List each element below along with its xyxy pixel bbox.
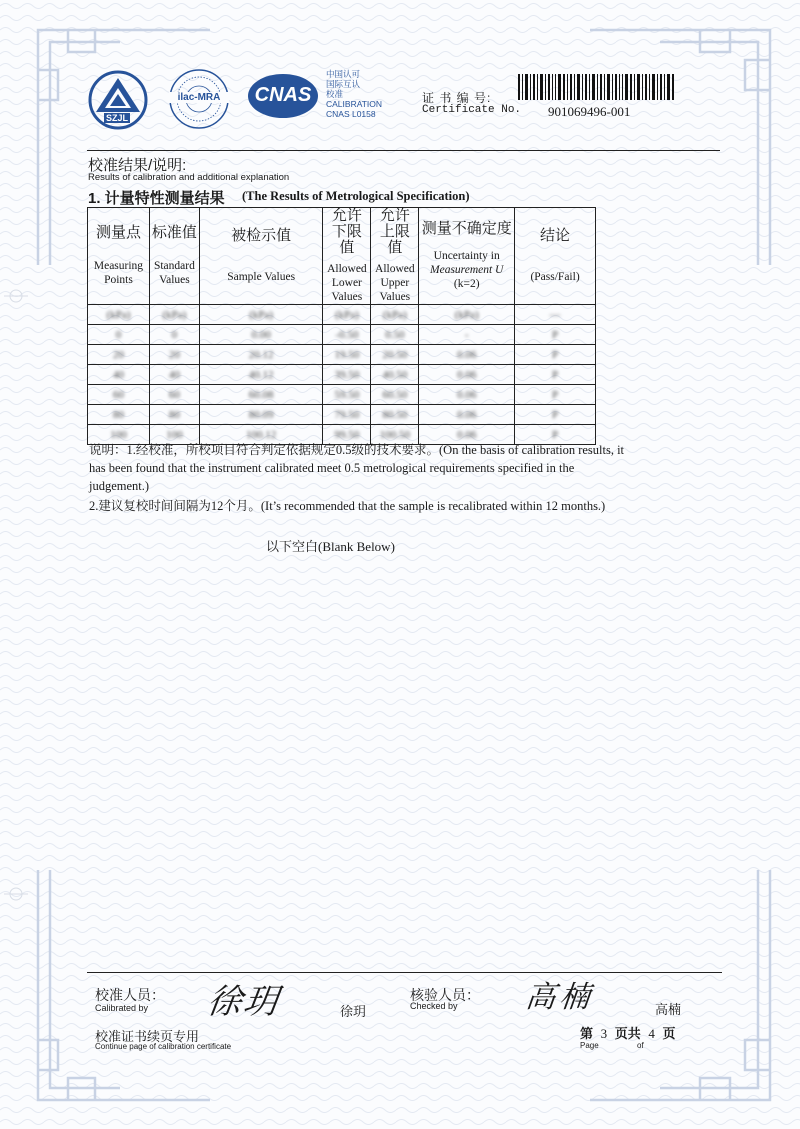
header-cn: 允许下限值 [331,208,362,256]
table-cell: 0 [88,325,150,345]
notes [89,441,664,515]
note-1-line: 说明：1.经校准，所校项目符合判定依据规定0.5级的技术要求。(On the basis of calibration results, it [89,443,625,457]
page-number: 3 [600,1026,608,1041]
table-row [88,385,596,405]
checker-signature: 高楠 [523,980,596,1015]
table-cell: (kPa) [149,305,199,325]
table-cell: 0.06 [419,385,515,405]
table-cell: 80.50 [371,405,419,425]
table-cell: 39.50 [323,365,371,385]
table-cell: (kPa) [88,305,150,325]
table-header-row [88,208,596,305]
cert-label-cn: 证 书 编 号: [422,91,492,105]
header-cn: 测量点 [95,225,141,241]
table-cell: 20 [149,345,199,365]
table-cell: (kPa) [371,305,419,325]
table-row [88,345,596,365]
header-en: Sample Values [227,271,296,283]
header-en: Allowed [327,263,367,275]
continue-page-cn: 校准证书续页专用 [95,1029,200,1044]
table-cell: (kPa) [419,305,515,325]
table-cell: 100.50 [371,425,419,445]
cnas-logo [246,72,320,120]
table-cell: 19.50 [323,345,371,365]
table-units-row [88,305,596,325]
page-ye: 页 [662,1026,676,1041]
header-en: Uncertainty in [433,250,500,262]
cert-number: 901069496-001 [548,104,631,119]
table-cell: 59.50 [323,385,371,405]
table-cell: 80 [149,405,199,425]
table-cell: 80 [88,405,150,425]
table-cell: 0.06 [419,425,515,445]
table-cell: P [515,385,596,405]
cnas-caption-line: CALIBRATION [326,99,383,109]
header-cn: 被检示值 [231,228,292,244]
table-cell: 60 [149,385,199,405]
table-cell: P [515,345,596,365]
page-counter [580,1023,676,1042]
table-cell: 20 [88,345,150,365]
table-cell: - [419,325,515,345]
cnas-logo-text: CNAS [254,84,312,106]
szjl-logo [88,70,152,130]
header-pass-fail [515,208,596,305]
header-en: Measuring [93,260,144,272]
table-cell: 40.12 [199,365,323,385]
cnas-caption-line: CNAS L0158 [326,109,376,119]
table-cell: 0.50 [371,325,419,345]
page-di: 第 [580,1026,594,1041]
barcode [518,74,676,100]
header-en: Standard [153,260,195,272]
table-cell: 40.50 [371,365,419,385]
table-row [88,325,596,345]
table-cell: 60.50 [371,385,419,405]
table-cell: — [515,305,596,325]
header-en: Values [331,291,363,303]
header-en: Lower [331,277,362,289]
header-allowed-lower [323,208,371,305]
header-cn: 标准值 [151,225,197,241]
section-title-en: Results of calibration and additional explanation [88,172,290,183]
table-cell: P [515,405,596,425]
results-heading-en: (The Results of Metrological Specification) [242,189,470,203]
checked-by-en: Checked by [410,1001,458,1011]
table-cell: -0.50 [323,325,371,345]
table-cell: 40 [149,365,199,385]
page-en: Page [580,1041,599,1050]
note-1-line: has been found that the instrument calibrated meet 0.5 metrological requirements specified in the [89,461,575,475]
header-allowed-upper [371,208,419,305]
table-cell: 0 [149,325,199,345]
blank-below-text: 以下空白(Blank Below) [266,539,395,554]
table-cell: 0.06 [419,345,515,365]
table-cell: P [515,425,596,445]
table-cell: 60.08 [199,385,323,405]
cnas-caption-line: 国际互认 [326,79,361,89]
header-measuring-points [88,208,150,305]
table-cell: 0.06 [419,365,515,385]
cert-label-en: Certificate No. [422,104,522,116]
calibrated-by-cn: 校准人员： [95,987,165,1003]
header-uncertainty [419,208,515,305]
header-en: Allowed [375,263,415,275]
header-en: Measurement U [430,264,504,276]
checker-name: 高楠 [655,1002,682,1017]
table-cell: (kPa) [199,305,323,325]
header-en: (k=2) [453,278,480,290]
header-cn: 结论 [540,228,571,244]
footer-rule [87,972,722,973]
table-cell: 79.50 [323,405,371,425]
page-ye-gong: 页共 [614,1026,641,1041]
note-2: 2.建议复校时间间隔为12个月。(It’s recommended that the sample is recalibrated within 12 months.) [89,499,606,513]
table-cell: P [515,365,596,385]
table-cell: 100 [149,425,199,445]
table-cell: P [515,325,596,345]
table-row [88,365,596,385]
note-1-line: judgement.) [89,479,150,493]
table-cell: 20.12 [199,345,323,365]
table-cell: 80.09 [199,405,323,425]
calibrator-signature: 徐玥 [204,982,283,1022]
cnas-caption-line: 中国认可 [326,69,361,79]
header-en: Upper [380,277,410,289]
header-en: Values [159,274,190,286]
ilac-mra-logo [168,68,230,130]
header-en: Values [379,291,411,303]
checked-by-cn: 核验人员： [410,987,480,1003]
ilac-mra-text: ilac-MRA [169,92,229,103]
results-heading-cn: 1. 计量特性测量结果 [88,190,225,207]
header-rule [87,150,720,151]
section-title-cn: 校准结果/说明: [88,157,187,174]
cnas-caption [326,69,382,119]
table-cell: 100.12 [199,425,323,445]
table-row [88,405,596,425]
table-cell: 100 [88,425,150,445]
header-standard-values [149,208,199,305]
table-cell: 0.06 [419,405,515,425]
szjl-logo-text: SZJL [106,113,129,123]
table-cell: (kPa) [323,305,371,325]
table-cell: 99.50 [323,425,371,445]
calibrator-name: 徐玥 [340,1004,367,1019]
header-en: Points [104,274,133,286]
calibrated-by-en: Calibrated by [95,1003,149,1013]
cnas-caption-line: 校准 [326,89,344,99]
table-cell: 20.50 [371,345,419,365]
table-cell: 60 [88,385,150,405]
header-sample-values [199,208,323,305]
table-cell: 0.00 [199,325,323,345]
continue-page-en: Continue page of calibration certificate [95,1042,232,1051]
of-en: of [637,1041,644,1050]
header-en: (Pass/Fail) [530,271,580,283]
header-cn: 测量不确定度 [421,221,512,237]
results-table [87,207,596,445]
page-total: 4 [648,1026,655,1041]
table-cell: 40 [88,365,150,385]
header-cn: 允许上限值 [379,208,410,256]
